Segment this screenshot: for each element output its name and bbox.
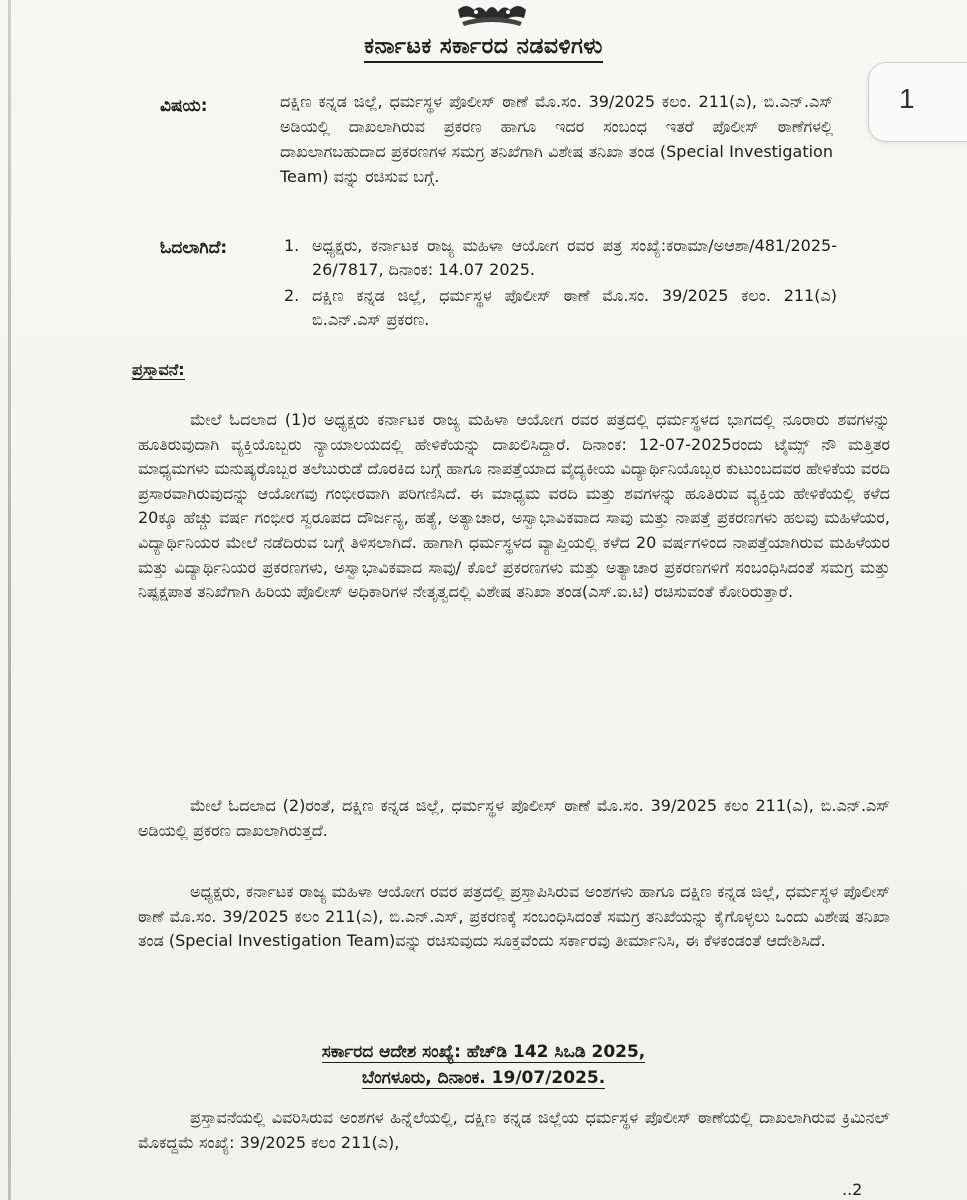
preamble-paragraph-2: ಮೇಲೆ ಓದಲಾದ (2)ರಂತೆ, ದಕ್ಷಿಣ ಕನ್ನಡ ಜಿಲ್ಲೆ, ಧರ್ಮಸ್ಥಳ ಪೊಲೀಸ್ ಠಾಣೆ ಮೊ.ಸಂ. 39/2025 ಕಲಂ 211(ಎ), ಬಿ.ಎನ್.ಎಸ್ ಅಡಿಯಲ್ಲಿ ಪ್ರಕರಣ ದಾಖಲಾಗಿರುತ್ತದೆ.: [138, 796, 890, 840]
order-paragraph: ಪ್ರಸ್ತಾವನೆಯಲ್ಲಿ ವಿವರಿಸಿರುವ ಅಂಶಗಳ ಹಿನ್ನೆಲೆಯಲ್ಲಿ, ದಕ್ಷಿಣ ಕನ್ನಡ ಜಿಲ್ಲೆಯ ಧರ್ಮಸ್ಥಳ ಪೊಲೀಸ್ ಠಾಣೆಯಲ್ಲಿ ದಾಖಲಾಗಿರುವ ಕ್ರಿಮಿನಲ್ ಮೊಕದ್ದಮೆ ಸಂಖ್ಯೆ: 39/2025 ಕಲಂ 211(ಎ),: [138, 1108, 890, 1152]
preamble-paragraph-3: ಅಧ್ಯಕ್ಷರು, ಕರ್ನಾಟಕ ರಾಜ್ಯ ಮಹಿಳಾ ಆಯೋಗ ರವರ ಪತ್ರದಲ್ಲಿ ಪ್ರಸ್ತಾಪಿಸಿರುವ ಅಂಶಗಳು ಹಾಗೂ ದಕ್ಷಿಣ ಕನ್ನಡ ಜಿಲ್ಲೆ, ಧರ್ಮಸ್ಥಳ ಪೊಲೀಸ್ ಠಾಣೆ ಮೊ.ಸಂ. 39/2025 ಕಲಂ 211(ಎ), ಬಿ.ಎನ್.ಎಸ್, ಪ್ರಕರಣಕ್ಕೆ ಸಂಬಂಧಿಸಿದಂತೆ ಸಮಗ್ರ ತನಿಖೆಯನ್ನು ಕೈಗೊಳ್ಳಲು ಒಂದು ವಿಶೇಷ ತನಿಖಾ ತಂಡ (Special Investigation Team)ವನ್ನು ರಚಿಸುವುದು ಸೂಕ್ತವೆಂದು ಸರ್ಕಾರವು ತೀರ್ಮಾನಿಸಿ, ಈ ಕೆಳಕಂಡಂತೆ ಆದೇಶಿಸಿದೆ.: [138, 882, 890, 951]
page-number-badge: [868, 62, 967, 142]
page-edge-shadow: [8, 0, 11, 1200]
subject-text: ದಕ್ಷಿಣ ಕನ್ನಡ ಜಿಲ್ಲೆ, ಧರ್ಮಸ್ಥಳ ಪೊಲೀಸ್ ಠಾಣೆ ಮೊ.ಸಂ. 39/2025 ಕಲಂ. 211(ಎ), ಬಿ.ಎನ್.ಎಸ್ ಅಡಿಯಲ್ಲಿ ದಾಖಲಾಗಿರುವ ಪ್ರಕರಣ ಹಾಗೂ ಇದರ ಸಂಬಂಧ ಇತರೆ ಪೊಲೀಸ್ ಠಾಣೆಗಳಲ್ಲಿ ದಾಖಲಾಗಬಹುದಾದ ಪ್ರಕರಣಗಳ ಸಮಗ್ರ ತನಿಖೆಗಾಗಿ ವಿಶೇಷ ತನಿಖಾ ತಂಡ (Special Investigation Team) ವನ್ನು ರಚಿಸುವ ಬಗ್ಗೆ.: [280, 92, 833, 186]
references-label: ಓದಲಾಗಿದೆ:: [160, 238, 228, 258]
preamble-heading: ಪ್ರಸ್ತಾವನೆ:: [132, 360, 185, 379]
state-emblem-icon: [452, 0, 532, 28]
reference-number: 1.: [284, 236, 300, 255]
document-title: ಕರ್ನಾಟಕ ಸರ್ಕಾರದ ನಡವಳಿಗಳು: [0, 34, 967, 59]
continuation-mark: ..2: [842, 1180, 863, 1199]
page-number: 1: [899, 83, 915, 114]
reference-text: ಅಧ್ಯಕ್ಷರು, ಕರ್ನಾಟಕ ರಾಜ್ಯ ಮಹಿಳಾ ಆಯೋಗ ರವರ ಪತ್ರ ಸಂಖ್ಯೆ:ಕರಾಮಾ/ಅಆಶಾ/481/2025-26/7817, ದಿನಾಂಕ: 14.07 2025.: [312, 236, 837, 279]
preamble-paragraph-1: ಮೇಲೆ ಓದಲಾದ (1)ರ ಅಧ್ಯಕ್ಷರು ಕರ್ನಾಟಕ ರಾಜ್ಯ ಮಹಿಳಾ ಆಯೋಗ ರವರ ಪತ್ರದಲ್ಲಿ ಧರ್ಮಸ್ಥಳದ ಭಾಗದಲ್ಲಿ ನೂರಾರು ಶವಗಳನ್ನು ಹೂತಿರುವುದಾಗಿ ವ್ಯಕ್ತಿಯೊಬ್ಬರು ನ್ಯಾಯಾಲಯದಲ್ಲಿ ಹೇಳಿಕೆಯನ್ನು ದಾಖಲಿಸಿದ್ದಾರೆ. ದಿನಾಂಕ: 12-07-2025ರಂದು ಟೈಮ್ಸ್ ನೌ ಮತ್ತಿತರ ಮಾಧ್ಯಮಗಳು ಮನುಷ್ಯರೊಬ್ಬರ ತಲೆಬುರುಡೆ ದೊರಕಿದ ಬಗ್ಗೆ ಹಾಗೂ ನಾಪತ್ತೆಯಾದ ವೈದ್ಯಕೀಯ ವಿದ್ಯಾರ್ಥಿನಿಯೊಬ್ಬರ ಕುಟುಂಬದವರ ಹೇಳಿಕೆಯ ವರದಿ ಪ್ರಸಾರವಾಗಿರುವುದನ್ನು ಆಯೋಗವು ಗಂಭೀರವಾಗಿ ಪರಿಗಣಿಸಿದೆ. ಈ ಮಾಧ್ಯಮ ವರದಿ ಮತ್ತು ಶವಗಳನ್ನು ಹೂತಿರುವ ವ್ಯಕ್ತಿಯ ಹೇಳಿಕೆಯಲ್ಲಿ ಕಳೆದ 20ಕ್ಕೂ ಹೆಚ್ಚು ವರ್ಷ ಗಂಭೀರ ಸ್ವರೂಪದ ದೌರ್ಜನ್ಯ, ಹತ್ಯೆ, ಅತ್ಯಾಚಾರ, ಅಸ್ವಾಭಾವಿಕವಾದ ಸಾವು ಮತ್ತು ನಾಪತ್ತೆ ಪ್ರಕರಣಗಳು ಹಲವು ಮಹಿಳೆಯರ, ವಿದ್ಯಾರ್ಥಿನಿಯರ ಮೇಲೆ ನಡೆದಿರುವ ಬಗ್ಗೆ ತಿಳಿಸಲಾಗಿದೆ. ಹಾಗಾಗಿ ಧರ್ಮಸ್ಥಳದ ವ್ಯಾಪ್ತಿಯಲ್ಲಿ ಕಳೆದ 20 ವರ್ಷಗಳಿಂದ ನಾಪತ್ತೆಯಾಗಿರುವ ಮಹಿಳೆಯರ ಮತ್ತು ವಿದ್ಯಾರ್ಥಿನಿಯರ ಪ್ರಕರಣಗಳು, ಅಸ್ವಾಭಾವಿಕವಾದ ಸಾವು/ ಕೊಲೆ ಪ್ರಕರಣಗಳು ಮತ್ತು ಅತ್ಯಾಚಾರ ಪ್ರಕರಣಗಳಿಗೆ ಸಂಬಂಧಿಸಿದಂತೆ ಸಮಗ್ರ ಮತ್ತು ನಿಷ್ಪಕ್ಷಪಾತ ತನಿಖೆಗಾಗಿ ಹಿರಿಯ ಪೊಲೀಸ್ ಅಧಿಕಾರಿಗಳ ನೇತೃತ್ವದಲ್ಲಿ ವಿಶೇಷ ತನಿಖಾ ತಂಡ(ಎಸ್.ಐ.ಟಿ) ರಚಿಸುವಂತೆ ಕೋರಿರುತ್ತಾರೆ.: [138, 410, 890, 602]
order-place-date: ಬೆಂಗಳೂರು, ದಿನಾಂಕ. 19/07/2025.: [361, 1068, 606, 1088]
reference-number: 2.: [284, 286, 300, 305]
subject-label: ವಿಷಯ:: [160, 96, 208, 116]
reference-text: ದಕ್ಷಿಣ ಕನ್ನಡ ಜಿಲ್ಲೆ, ಧರ್ಮಸ್ಥಳ ಪೊಲೀಸ್ ಠಾಣೆ ಮೊ.ಸಂ. 39/2025 ಕಲಂ. 211(ಎ) ಬಿ.ಎನ್.ಎಸ್ ಪ್ರಕರಣ.: [312, 286, 837, 329]
reference-item-1: [284, 234, 844, 284]
reference-item-2: [284, 284, 844, 334]
order-number: ಸರ್ಕಾರದ ಆದೇಶ ಸಂಖ್ಯೆ: ಹೆಚ್‌ಡಿ 142 ಸಿಒಡಿ 2025,: [321, 1042, 646, 1062]
